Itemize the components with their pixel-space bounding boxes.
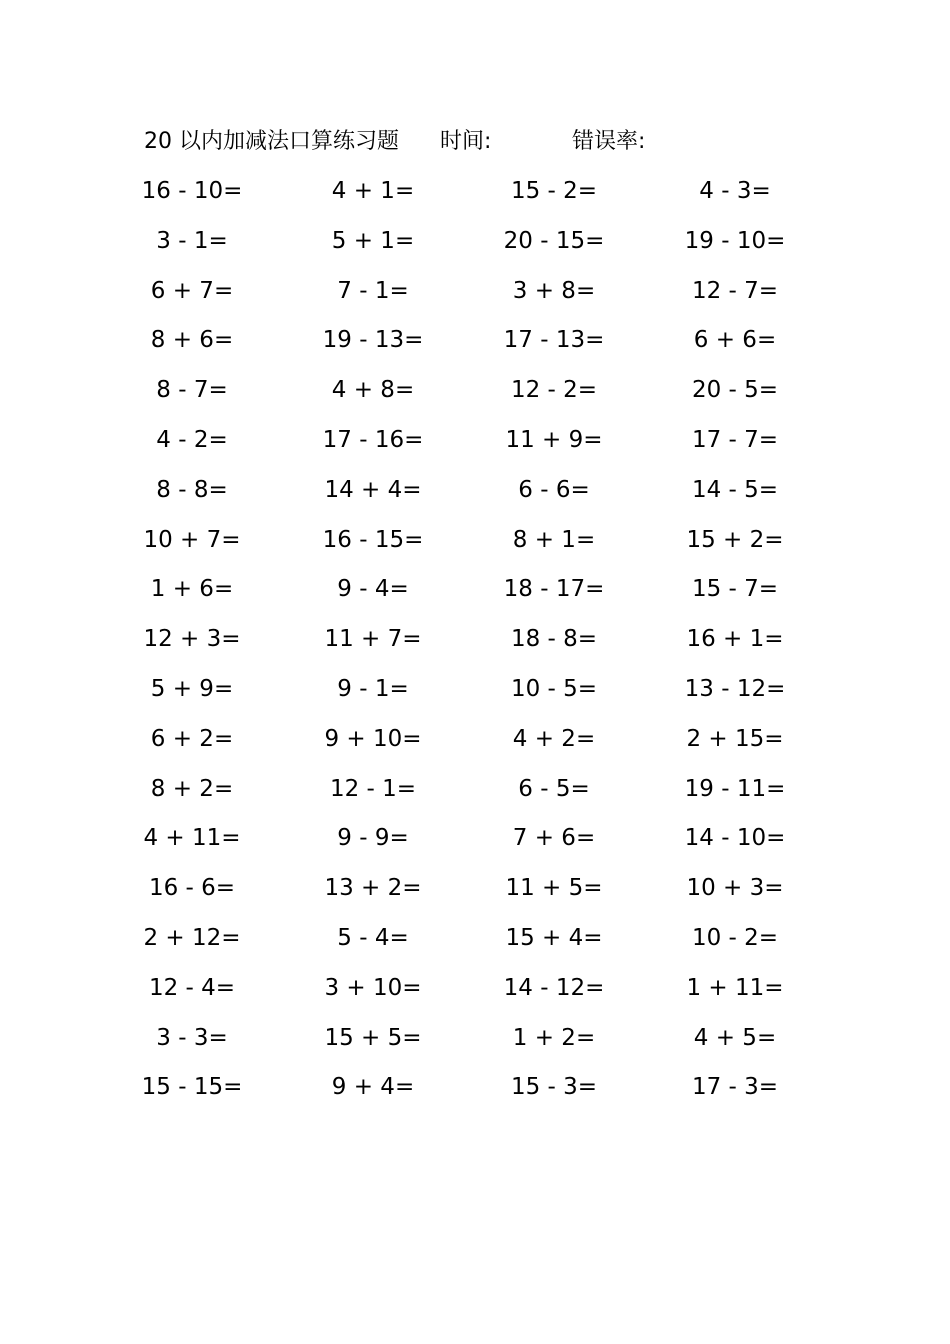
problem-row [0,371,950,421]
problem-item: 10 + 7= [143,526,241,553]
problem-row [0,670,950,720]
problem-item: 15 - 7= [691,576,779,603]
problem-item: 16 - 6= [148,875,236,902]
problem-item: 19 - 13= [322,327,424,354]
problem-item: 18 - 17= [503,576,605,603]
worksheet-header [144,124,844,160]
problem-item: 11 + 7= [324,626,422,653]
problem-row [0,919,950,969]
problem-item: 5 - 4= [337,924,409,951]
problem-row [0,172,950,222]
problem-item: 16 - 15= [322,526,424,553]
problem-row [0,770,950,820]
problem-item: 3 + 8= [512,277,596,304]
problem-item: 9 + 4= [331,1074,415,1101]
problem-item: 13 - 12= [684,675,786,702]
problem-item: 17 - 7= [691,426,779,453]
problem-item: 10 - 2= [691,924,779,951]
problem-row [0,570,950,620]
problem-item: 1 + 6= [150,576,234,603]
problem-item: 19 - 10= [684,227,786,254]
problem-item: 17 - 13= [503,327,605,354]
problem-item: 15 + 4= [505,924,603,951]
problem-row [0,421,950,471]
problem-item: 20 - 5= [691,377,779,404]
problem-item: 17 - 16= [322,426,424,453]
problem-item: 8 + 6= [150,327,234,354]
problem-row [0,521,950,571]
problem-item: 4 + 5= [693,1024,777,1051]
problem-row [0,1019,950,1069]
problem-item: 7 - 1= [337,277,409,304]
problem-item: 1 + 11= [686,974,784,1001]
problem-item: 9 - 1= [337,675,409,702]
problem-item: 19 - 11= [684,775,786,802]
problem-item: 17 - 3= [691,1074,779,1101]
problem-item: 15 + 5= [324,1024,422,1051]
problem-item: 14 - 12= [503,974,605,1001]
problem-item: 6 - 5= [518,775,590,802]
problem-row [0,819,950,869]
problem-item: 4 + 2= [512,725,596,752]
problem-item: 20 - 15= [503,227,605,254]
problem-item: 15 + 2= [686,526,784,553]
problem-item: 16 - 10= [141,178,243,204]
time-label: 时间: [440,129,492,154]
problem-item: 18 - 8= [510,626,598,653]
problem-row [0,1068,950,1118]
problem-item: 5 + 1= [331,227,415,254]
worksheet-title: 20 以内加减法口算练习题 [144,129,399,154]
problem-item: 2 + 12= [143,924,241,951]
problem-row [0,321,950,371]
problem-item: 6 + 6= [693,327,777,354]
problem-item: 3 - 3= [156,1024,228,1051]
problem-item: 14 - 10= [684,825,786,852]
problem-item: 1 + 2= [512,1024,596,1051]
problem-item: 4 - 2= [156,426,228,453]
problem-item: 6 - 6= [518,476,590,503]
problem-item: 14 + 4= [324,476,422,503]
problem-item: 12 + 3= [143,626,241,653]
problem-item: 6 + 7= [150,277,234,304]
problem-item: 5 + 9= [150,675,234,702]
problem-grid [0,172,950,1118]
problem-item: 15 - 2= [510,178,598,204]
problem-row [0,272,950,322]
problem-item: 12 - 2= [510,377,598,404]
problem-item: 9 + 10= [324,725,422,752]
problem-item: 15 - 3= [510,1074,598,1101]
problem-item: 10 - 5= [510,675,598,702]
problem-row [0,869,950,919]
problem-item: 3 + 10= [324,974,422,1001]
problem-item: 6 + 2= [150,725,234,752]
problem-item: 15 - 15= [141,1074,243,1101]
problem-item: 8 - 8= [156,476,228,503]
problem-item: 14 - 5= [691,476,779,503]
problem-item: 2 + 15= [686,725,784,752]
problem-item: 10 + 3= [686,875,784,902]
problem-item: 9 - 9= [337,825,409,852]
problem-item: 9 - 4= [337,576,409,603]
problem-item: 8 + 2= [150,775,234,802]
problem-row [0,471,950,521]
problem-item: 4 + 11= [143,825,241,852]
problem-row [0,620,950,670]
problem-item: 13 + 2= [324,875,422,902]
problem-item: 8 - 7= [156,377,228,404]
problem-item: 11 + 5= [505,875,603,902]
problem-item: 12 - 4= [148,974,236,1001]
problem-item: 4 + 1= [331,178,415,204]
problem-item: 12 - 7= [691,277,779,304]
problem-row [0,969,950,1019]
problem-item: 11 + 9= [505,426,603,453]
problem-item: 3 - 1= [156,227,228,254]
problem-item: 7 + 6= [512,825,596,852]
problem-item: 16 + 1= [686,626,784,653]
problem-item: 12 - 1= [329,775,417,802]
error-rate-label: 错误率: [572,129,646,154]
problem-row [0,222,950,272]
problem-item: 4 - 3= [699,178,771,204]
problem-row [0,720,950,770]
problem-item: 4 + 8= [331,377,415,404]
problem-item: 8 + 1= [512,526,596,553]
